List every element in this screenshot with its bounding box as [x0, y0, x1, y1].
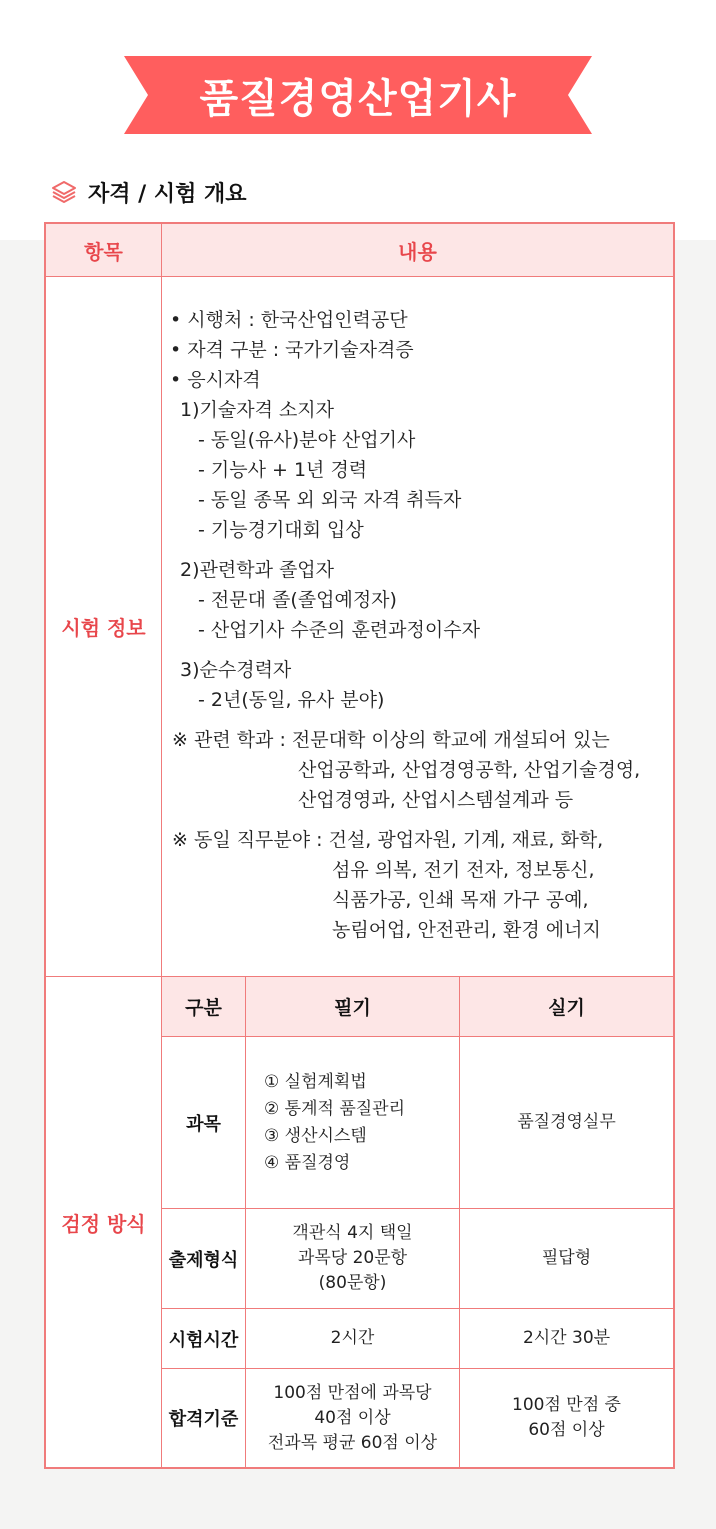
- info-line: - 2년(동일, 유사 분야): [198, 689, 385, 711]
- row-label-subjects: 과목: [162, 1037, 246, 1209]
- info-line: ※ 동일 직무분야 : 건설, 광업자원, 기계, 재료, 화학,: [172, 829, 604, 851]
- info-line: - 전문대 졸(졸업예정자): [198, 589, 397, 611]
- sub-header-written: 필기: [246, 977, 460, 1037]
- layers-icon: [50, 179, 78, 205]
- info-line: 산업공학과, 산업경영공학, 산업기술경영,: [298, 759, 641, 781]
- banner-title: 품질경영산업기사: [199, 75, 517, 122]
- subjects-written: [246, 1037, 460, 1209]
- criteria-line: 60점 이상: [528, 1420, 605, 1440]
- info-line: • 응시자격: [170, 369, 261, 391]
- row-label-pass-criteria: 합격기준: [162, 1369, 246, 1467]
- duration-written: [246, 1309, 460, 1369]
- info-line: 3)순수경력자: [180, 659, 292, 681]
- info-line: 농림어업, 안전관리, 환경 에너지: [332, 919, 601, 941]
- format-written: [246, 1209, 460, 1309]
- header-item: 항목: [46, 224, 162, 277]
- info-line: • 자격 구분 : 국가기술자격증: [170, 339, 414, 361]
- subject-item: ① 실험계획법: [264, 1071, 367, 1092]
- info-line: - 기능사 + 1년 경력: [198, 459, 368, 481]
- info-line: 2)관련학과 졸업자: [180, 559, 335, 581]
- subject-item: ③ 생산시스템: [264, 1125, 367, 1146]
- sub-header-practical: 실기: [460, 977, 673, 1037]
- pass-criteria-written: [246, 1369, 460, 1467]
- subject-item: ④ 품질경영: [264, 1152, 351, 1173]
- header-content: 내용: [162, 224, 673, 277]
- info-line: - 동일(유사)분야 산업기사: [198, 429, 416, 451]
- criteria-line: 100점 만점에 과목당: [273, 1382, 432, 1403]
- duration-practical: [460, 1309, 673, 1369]
- format-line: (80문항): [318, 1273, 387, 1293]
- title-banner: [124, 56, 592, 134]
- duration-value: 2시간 30분: [522, 1328, 611, 1348]
- info-line: - 동일 종목 외 외국 자격 취득자: [198, 489, 462, 511]
- duration-value: 2시간: [330, 1328, 375, 1348]
- info-line: 식품가공, 인쇄 목재 가구 공예,: [332, 889, 589, 911]
- exam-info-content: [162, 277, 673, 977]
- criteria-line: 40점 이상: [314, 1407, 391, 1428]
- exam-info-label: 시험 정보: [46, 277, 162, 977]
- section-heading: [50, 176, 247, 208]
- info-line: - 기능경기대회 입상: [198, 519, 364, 541]
- row-label-format: 출제형식: [162, 1209, 246, 1309]
- format-line: 필답형: [541, 1248, 592, 1268]
- info-line: 1)기술자격 소지자: [180, 399, 335, 421]
- subject-item: 품질경영실무: [517, 1112, 616, 1132]
- format-line: 과목당 20문항: [297, 1248, 408, 1268]
- format-line: 객관식 4지 택일: [292, 1223, 413, 1243]
- exam-overview-table: [44, 222, 675, 1469]
- pass-criteria-practical: [460, 1369, 673, 1467]
- row-label-duration: 시험시간: [162, 1309, 246, 1369]
- sub-header-category: 구분: [162, 977, 246, 1037]
- subject-item: ② 통계적 품질관리: [264, 1098, 406, 1119]
- format-practical: [460, 1209, 673, 1309]
- criteria-line: 100점 만점 중: [512, 1395, 621, 1415]
- subjects-practical: [460, 1037, 673, 1209]
- info-line: ※ 관련 학과 : 전문대학 이상의 학교에 개설되어 있는: [172, 729, 610, 751]
- criteria-line: 전과목 평균 60점 이상: [267, 1432, 438, 1453]
- info-line: 산업경영과, 산업시스템설계과 등: [298, 789, 574, 811]
- section-title: 자격 / 시험 개요: [88, 181, 247, 207]
- info-line: 섬유 의복, 전기 전자, 정보통신,: [332, 859, 595, 881]
- info-line: - 산업기사 수준의 훈련과정이수자: [198, 619, 480, 641]
- exam-method-label: 검정 방식: [46, 977, 162, 1467]
- info-line: • 시행처 : 한국산업인력공단: [170, 309, 408, 331]
